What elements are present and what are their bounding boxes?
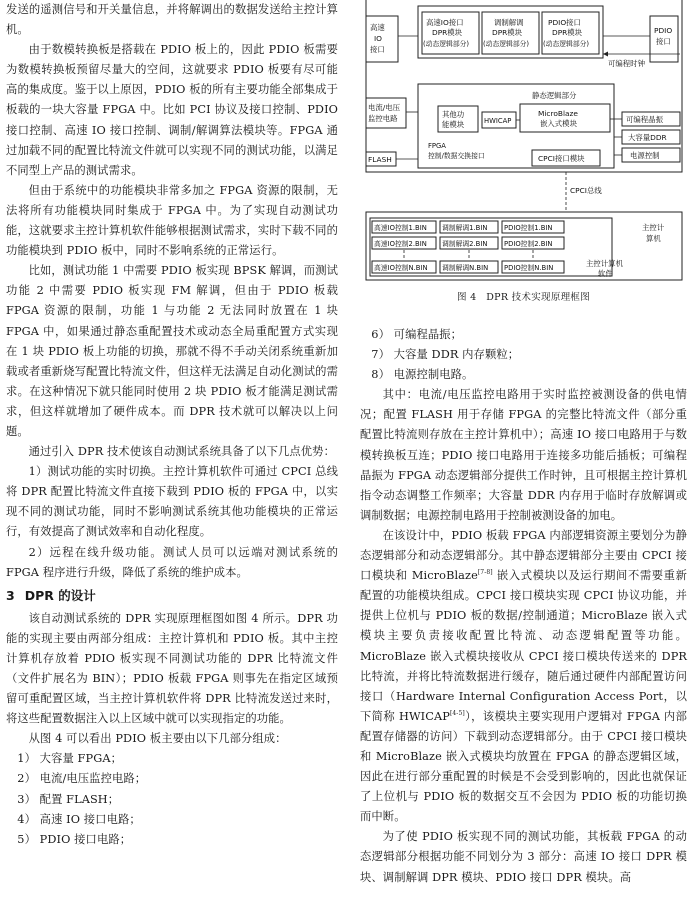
diagram-svg bbox=[360, 0, 687, 285]
list-item: 6） 可编程晶振； bbox=[371, 328, 463, 341]
list-item: 1） 大容量 FPGA； bbox=[17, 752, 122, 766]
list-item: 3） 配置 FLASH； bbox=[17, 792, 120, 806]
figure-caption: 图 4 DPR 技术实现原理框图 bbox=[456, 292, 591, 303]
section-title: DPR 的设计 bbox=[24, 587, 96, 603]
power-label: 电源控制 bbox=[630, 151, 660, 160]
paragraph: 该自动测试系统的 DPR 实现原理框图如图 4 所示。DPR 功能的实现主要由两部分组成：主控计算机和 PDIO 板。其中主控计算机存放着 PDIO 板实现不同测试功能的 DPR 比特流文件（文件扩展名为 BIN）；PDIO 板载 FPGA 则事先在指定区域预留可重配置区域，当主控计算机软件将 DPR 比特流发送过来时，将这些配置数据注入以上区域中就可以实现指定的功能。 bbox=[6, 611, 338, 726]
other-label-1: 其他功 bbox=[442, 110, 465, 119]
section-number: 3 bbox=[6, 587, 15, 603]
fpga-label: FPGA bbox=[428, 142, 446, 150]
bin-file-label: 调制解调2.BIN bbox=[442, 240, 488, 248]
hs-io-dpr-label-1: 高速IO接口 bbox=[426, 18, 464, 27]
right-column bbox=[360, 0, 687, 888]
paragraph: 比如，测试功能 1 中需要 PDIO 板实现 BPSK 解调，而测试功能 2 中需要 PDIO 板实现 FM 解调，但由于 PDIO 板载 FPGA 资源的限制，功能 1 与功能 2 无法同时放置在 1 块 FPGA 中，如果通过静态重配置技术或动态全局重配置方式实现在 1 块 PDIO 板上功能的切换，那就不得不手动关闭系统重新加载或者重新烧写配置比特流文件，但这样无法满足自动化测试的需求。在这种情况下就只能同时使用 2 块 PDIO 板才能满足测试需求，但这样就增加了硬件成本。而 DPR 技术就可以解决以上问题。 bbox=[6, 264, 338, 438]
prog-clock-label: 可编程时钟 bbox=[608, 59, 645, 68]
paragraph: 为了使 PDIO 板实现不同的测试功能，其板载 FPGA 的动态逻辑部分根据功能不同划分为 3 部分：高速 IO 接口 DPR 模块、调制解调 DPR 模块、PDIO 接口 DPR 模块。高 bbox=[360, 830, 687, 884]
bin-file-row-2 bbox=[372, 237, 564, 249]
bin-file-label: 调制解调1.BIN bbox=[442, 224, 488, 232]
left-column bbox=[6, 0, 338, 850]
static-part-label: 静态逻辑部分 bbox=[532, 91, 577, 100]
hs-io-dpr-label-3: (动态逻辑部分) bbox=[423, 40, 470, 48]
mod-demod-dpr-label-2: DPR模块 bbox=[492, 28, 523, 37]
pdio-dpr-label-2: DPR模块 bbox=[552, 28, 583, 37]
text-span: ），该模块主要实现用户逻辑对 FPGA 内部配置存储器的访问）下载到动态逻辑部分。由于 CPCI 接口模块和 MicroBlaze 嵌入式模块均放置在 FPGA 的静态逻辑区域，因此在进行部分重配置的时候是不会受到影响的，因此也就保证了上位机与 PDIO 板的数据交互不会因为 PDIO 板的功能切换而中断。 bbox=[360, 709, 688, 824]
host-sw-label-2: 软件 bbox=[598, 269, 613, 278]
microblaze-label-2: 嵌入式模块 bbox=[540, 119, 577, 128]
list-item: 5） PDIO 接口电路； bbox=[17, 832, 132, 846]
paragraph: 从图 4 可以看出 PDIO 板主要由以下几部分组成： bbox=[28, 732, 287, 746]
microblaze-label-1: MicroBlaze bbox=[538, 109, 578, 118]
paragraph: 通过引入 DPR 技术使该自动测试系统具备了以下几点优势： bbox=[28, 445, 335, 459]
ddr-label: 大容量DDR bbox=[628, 133, 667, 142]
paragraph: 由于数模转换板是搭载在 PDIO 板上的，因此 PDIO 板需要为数模转换板预留尽量大的空间，这就要求 PDIO 板要有尽可能高的集成度。鉴于以上原因，PDIO 板的所有主要功能全部集成于板载的一块大容量 FPGA 中。比如 PCI 协议及接口控制、PDIO 接口控制、高速 IO 接口控制、调制/解调算法模块等。FPGA 通过加载不同的配置比特流文件就可以实现不同的测试功能，以满足不同型上产品的测试需求。 bbox=[6, 43, 338, 177]
bin-file-label: PDIO控制1.BIN bbox=[504, 224, 553, 232]
bin-file-row-n bbox=[372, 261, 564, 273]
host-label-1: 主控计 bbox=[642, 223, 665, 232]
paragraph: 发送的遥测信号和开关量信息，并将解调出的数据发送给主控计算机。 bbox=[6, 3, 338, 37]
host-sw-label-1: 主控计算机 bbox=[586, 259, 623, 268]
list-item: 2） 电流/电压监控电路； bbox=[17, 772, 147, 786]
hs-io-dpr-label-2: DPR模块 bbox=[432, 28, 463, 37]
exchange-label: 控制/数据交换接口 bbox=[428, 152, 485, 160]
host-label-2: 算机 bbox=[646, 234, 661, 243]
bin-file-row-1 bbox=[372, 221, 564, 233]
pdio-if-label-1: PDIO bbox=[654, 26, 673, 35]
pdio-if-label-2: 接口 bbox=[656, 37, 671, 46]
bin-file-label: 高速IO控制N.BIN bbox=[374, 264, 428, 272]
citation: [4-5] bbox=[449, 710, 465, 718]
paragraph bbox=[360, 526, 687, 827]
bin-file-label: PDIO控制2.BIN bbox=[504, 240, 553, 248]
list-item: 4） 高速 IO 接口电路； bbox=[17, 812, 141, 826]
hs-io-label-1: 高速 bbox=[370, 23, 385, 32]
bin-file-label: 调制解调N.BIN bbox=[442, 264, 489, 272]
list-item: 8） 电源控制电路。 bbox=[371, 368, 474, 382]
bin-file-label: 高速IO控制2.BIN bbox=[374, 240, 427, 248]
hs-io-label-2: IO bbox=[374, 34, 382, 43]
paragraph: 其中：电流/电压监控电路用于实时监控被测设备的供电情况；配置 FLASH 用于存储 FPGA 的完整比特流文件（部分重配置比特流则存放在主控计算机中）；高速 IO 接口电路用于与数模转换板互连；PDIO 接口电路用于连接多功能后插板；可编程晶振为 FPGA 动态逻辑部分提供工作时钟，且可根据主控计算机指令动态调整工作频率；大容量 DDR 内存用于临时存放解调或调制数据；电源控制电路用于控制被测设备的加电。 bbox=[360, 388, 687, 522]
bin-file-label: 高速IO控制1.BIN bbox=[374, 224, 427, 232]
mod-demod-dpr-label-3: (动态逻辑部分) bbox=[483, 40, 530, 48]
paragraph: 1）测试功能的实时切换。主控计算机软件可通过 CPCI 总线将 DPR 配置比特流文件直接下载到 PDIO 板的 FPGA 中，以实现不同的测试功能，同时不影响测试系统其他功能模块的正常运行，有效提高了测试效率和自动化程度。 bbox=[6, 465, 338, 539]
crystal-label: 可编程晶振 bbox=[626, 115, 663, 124]
dpr-block-diagram bbox=[360, 0, 687, 285]
other-label-2: 能模块 bbox=[442, 120, 465, 129]
text-span: 在该设计中，PDIO 板载 FPGA 内部逻辑资源主要划分为静态逻辑部分和动态逻辑部分。其中静态逻辑部分主要由 CPCI 接口模块和 MicroBlaze bbox=[360, 528, 687, 583]
list-item: 7） 大容量 DDR 内存颗粒； bbox=[371, 348, 520, 362]
bin-file-label: PDIO控制N.BIN bbox=[504, 264, 554, 272]
hs-io-label-3: 接口 bbox=[370, 45, 385, 54]
cpci-bus-label: CPCI总线 bbox=[570, 186, 602, 195]
flash-label: FLASH bbox=[368, 155, 392, 164]
hwicap-label: HWICAP bbox=[484, 117, 512, 125]
monitor-label-2: 监控电路 bbox=[368, 114, 398, 123]
pdio-dpr-label-1: PDIO接口 bbox=[548, 18, 581, 27]
paragraph: 但由于系统中的功能模块非常多加之 FPGA 资源的限制，无法将所有功能模块同时集成于 FPGA 中。为了实现自动测试功能，这就要求主控计算机软件能够根据测试需求，实时下载不同的功能模块到 PDIO 板中，同时不影响系统的正常运行。 bbox=[6, 183, 338, 258]
section-heading bbox=[6, 586, 338, 606]
text-span: 嵌入式模块以及运行期间不需要重新配置的功能模块组成。CPCI 接口模块实现 CPCI 协议功能，并提供上位机与 PDIO 板的数据/控制通道；MicroBlaze 嵌入式模块主要负责接收配置比特流、动态逻辑配置等功能。MicroBlaze 嵌入式模块接收从 CPCI 接口模块传送来的 DPR 比特流，并将比特流数据进行缓存，随后通过硬件内部配置访问接口（Hardware Internal Configuration Access Port，以下简称 HWICAP bbox=[360, 569, 687, 723]
cpci-module-label: CPCI接口模块 bbox=[538, 154, 585, 163]
pdio-dpr-label-3: (动态逻辑部分) bbox=[543, 40, 590, 48]
mod-demod-dpr-label-1: 调制解调 bbox=[494, 18, 524, 27]
citation: [7-8] bbox=[477, 569, 493, 577]
monitor-label-1: 电流/电压 bbox=[368, 103, 401, 112]
paragraph: 2）远程在线升级功能。测试人员可以远端对测试系统的 FPGA 程序进行升级，降低了系统的维护成本。 bbox=[6, 545, 338, 579]
